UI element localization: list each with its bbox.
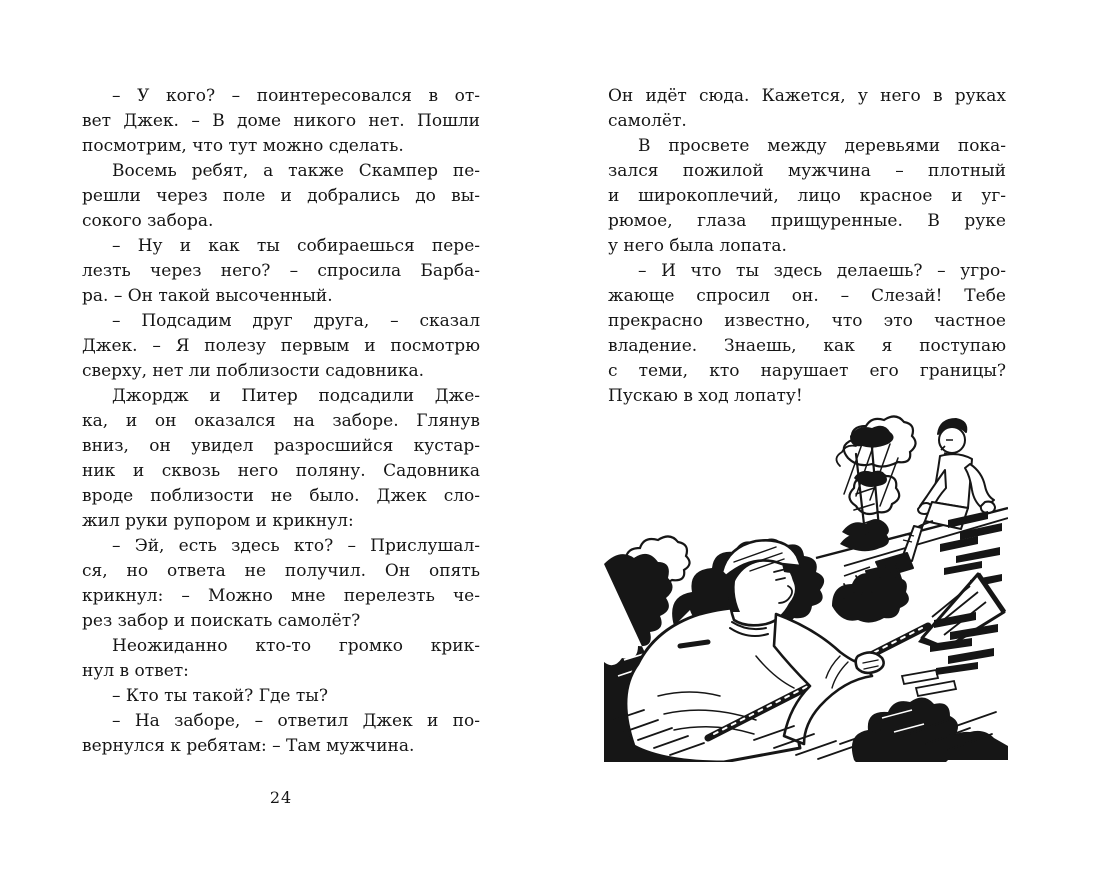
text-line: Джордж и Питер подсадили Дже- — [112, 386, 480, 406]
text-line: – И что ты здесь делаешь? – угро- — [638, 261, 1006, 281]
text-line: решли через поле и добрались до вы- — [82, 186, 480, 206]
text-line: вроде поблизости не было. Джек сло- — [82, 486, 480, 506]
text-line: – Кто ты такой? Где ты? — [112, 686, 328, 706]
text-line: Восемь ребят, а также Скампер пе- — [112, 161, 480, 181]
text-line: самолёт. — [608, 111, 687, 131]
text-line: рез забор и поискать самолёт? — [82, 611, 361, 631]
text-line: – Ну и как ты собираешься пере- — [112, 236, 480, 256]
text-line: сверху, нет ли поблизости садовника. — [82, 361, 425, 381]
text-line: Он идёт сюда. Кажется, у него в руках — [608, 86, 1006, 106]
text-line: – Эй, есть здесь кто? – Прислушал- — [112, 536, 480, 556]
illustration-svg — [604, 414, 1008, 762]
page-number: 24 — [269, 788, 293, 807]
text-line: ся, но ответа не получил. Он опять — [82, 561, 480, 581]
text-line: нул в ответ: — [82, 661, 189, 681]
text-line: – У кого? – поинтересовался в от- — [112, 86, 480, 106]
text-line: Пускаю в ход лопату! — [608, 386, 803, 406]
text-line: – Подсадим друг друга, – сказал — [112, 311, 480, 331]
text-line: лезть через него? – спросила Барба- — [82, 261, 480, 281]
text-line: рюмое, глаза прищуренные. В руке — [608, 211, 1006, 231]
text-line: зался пожилой мужчина – плотный — [608, 161, 1006, 181]
text-line: крикнул: – Можно мне перелезть че- — [82, 586, 480, 606]
left-page-text — [82, 84, 480, 759]
text-line: Неожиданно кто-то громко крик- — [112, 636, 480, 656]
text-line: вернулся к ребятам: – Там мужчина. — [82, 736, 415, 756]
text-line: жающе спросил он. – Слезай! Тебе — [608, 286, 1006, 306]
brick-outlines — [902, 670, 956, 696]
bush-lower-right — [852, 697, 1008, 762]
text-line: ник и сквозь него поляну. Садовника — [82, 461, 480, 481]
book-illustration — [604, 414, 1008, 762]
text-line: сокого забора. — [82, 211, 214, 231]
text-line: – На заборе, – ответил Джек и по- — [112, 711, 480, 731]
text-line: ка, и он оказался на заборе. Глянув — [82, 411, 480, 431]
text-line: жил руки рупором и крикнул: — [82, 511, 354, 531]
text-line: В просвете между деревьями пока- — [638, 136, 1006, 156]
text-line: у него была лопата. — [608, 236, 787, 256]
text-line: вниз, он увидел разросшийся кустар- — [82, 436, 480, 456]
text-line: с теми, кто нарушает его границы? — [608, 361, 1006, 381]
tree-dark-patches — [842, 426, 894, 540]
right-page-text — [608, 84, 1006, 409]
text-line: посмотрим, что тут можно сделать. — [82, 136, 404, 156]
text-line: владение. Знаешь, как я поступаю — [608, 336, 1006, 356]
text-line: вет Джек. – В доме никого нет. Пошли — [82, 111, 480, 131]
text-line: прекрасно известно, что это частное — [608, 311, 1006, 331]
text-line: и широкоплечий, лицо красное и уг- — [608, 186, 1006, 206]
text-line: Джек. – Я полезу первым и посмотрю — [82, 336, 480, 356]
text-line: ра. – Он такой высоченный. — [82, 286, 333, 306]
